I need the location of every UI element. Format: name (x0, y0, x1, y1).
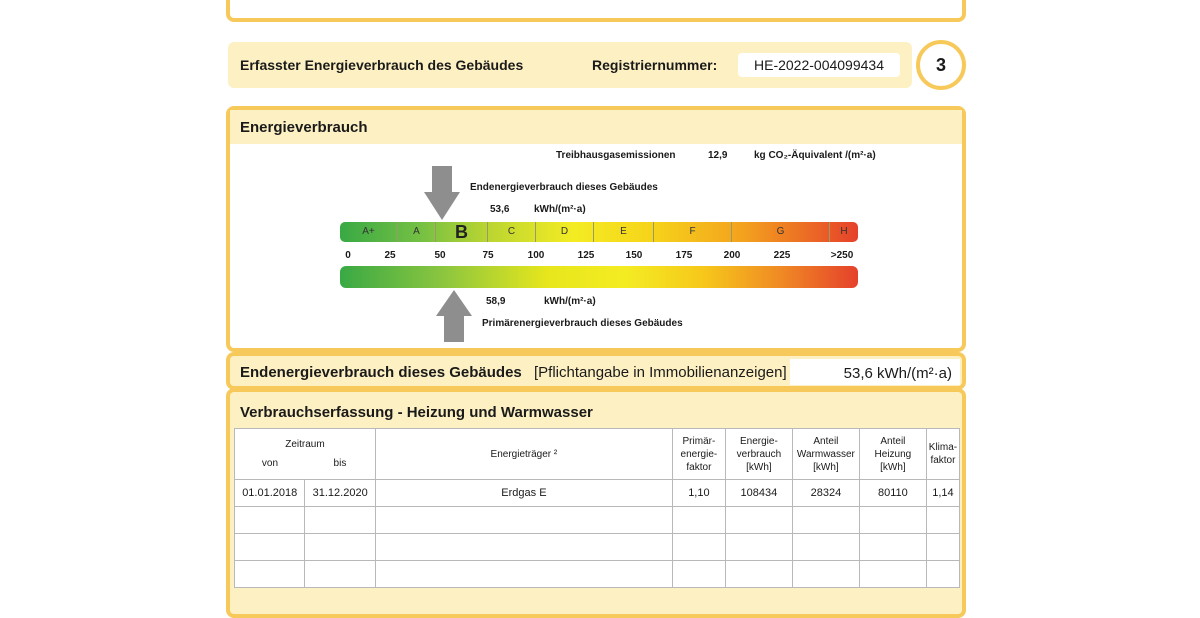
consumption-record-box (226, 388, 966, 618)
ghg-value: 12,9 (708, 150, 728, 161)
primary-energy-value: 58,9 (486, 296, 506, 307)
registration-number: HE-2022-004099434 (738, 53, 900, 77)
final-energy-box (226, 352, 966, 390)
scale-tick: 25 (384, 250, 396, 261)
registration-label: Registriernummer: (592, 57, 718, 73)
final-energy-box-note: [Pflichtangabe in Immobilienanzeigen] (534, 364, 787, 381)
consumption-table (234, 428, 960, 588)
scale-tick: 100 (527, 250, 545, 261)
scale-tick: 175 (675, 250, 693, 261)
ghg-label: Treibhausgasemissionen (556, 150, 676, 161)
header-heating: Anteil Heizung [kWh] (859, 429, 926, 480)
cell-hot-water: 28324 (792, 480, 859, 507)
scale-tick: 200 (723, 250, 741, 261)
final-energy-value: 53,6 (490, 204, 510, 215)
header-climate-factor: Klima- faktor (926, 429, 959, 480)
header-period (235, 429, 376, 480)
header-consumption: Energie- verbrauch [kWh] (725, 429, 792, 480)
header-from: von (261, 458, 279, 469)
scale-tick: 75 (482, 250, 494, 261)
cell-primary-factor: 1,10 (672, 480, 725, 507)
final-energy-arrow-icon (424, 166, 460, 220)
header-hot-water: Anteil Warmwasser [kWh] (792, 429, 859, 480)
efficiency-class-b: B (436, 222, 488, 242)
final-energy-box-value: 53,6 kWh/(m²·a) (790, 359, 960, 385)
efficiency-class-scale (340, 222, 858, 242)
header-period-label: Zeitraum (285, 439, 325, 450)
header-bar (228, 42, 912, 88)
efficiency-class-f: F (654, 222, 732, 242)
cell-consumption: 108434 (725, 480, 792, 507)
cell-to: 31.12.2020 (305, 480, 375, 507)
scale-tick: >250 (830, 250, 854, 261)
scale-tick: 125 (577, 250, 595, 261)
efficiency-class-d: D (536, 222, 594, 242)
energy-title: Energieverbrauch (240, 119, 368, 136)
cell-carrier: Erdgas E (375, 480, 672, 507)
table-row (235, 480, 960, 507)
efficiency-class-c: C (488, 222, 536, 242)
consumption-title: Verbrauchserfassung - Heizung und Warmwasser (240, 404, 593, 421)
table-row (235, 534, 960, 561)
energy-consumption-box (226, 106, 966, 352)
cell-climate-factor: 1,14 (926, 480, 959, 507)
scale-tick: 150 (625, 250, 643, 261)
scale-tick: 50 (434, 250, 446, 261)
efficiency-class-a: A (398, 222, 436, 242)
scale-tick: 225 (773, 250, 791, 261)
scale-tick: 0 (345, 250, 351, 261)
table-row (235, 561, 960, 588)
efficiency-class-aplus: A+ (340, 222, 398, 242)
top-section (226, 0, 966, 22)
header-carrier: Energieträger ² (375, 429, 672, 480)
efficiency-class-h: H (840, 226, 848, 237)
primary-energy-arrow-icon (436, 290, 472, 342)
final-energy-box-title: Endenergieverbrauch dieses Gebäudes (240, 364, 522, 381)
ghg-unit: kg CO₂-Äquivalent /(m²·a) (754, 150, 876, 161)
primary-energy-gradient-bar (340, 266, 858, 288)
efficiency-class-g: G (732, 222, 830, 242)
final-energy-label: Endenergieverbrauch dieses Gebäudes (470, 182, 658, 193)
table-row (235, 507, 960, 534)
section-title: Erfasster Energieverbrauch des Gebäudes (240, 57, 524, 73)
header-primary-factor: Primär- energie- faktor (672, 429, 725, 480)
primary-energy-label: Primärenergieverbrauch dieses Gebäudes (482, 318, 683, 329)
primary-energy-unit: kWh/(m²·a) (544, 296, 596, 307)
efficiency-class-e: E (594, 222, 654, 242)
energy-header (230, 110, 962, 144)
cell-from: 01.01.2018 (235, 480, 305, 507)
page-number: 3 (916, 40, 966, 90)
cell-heating: 80110 (859, 480, 926, 507)
final-energy-unit: kWh/(m²·a) (534, 204, 586, 215)
header-to: bis (333, 458, 347, 469)
